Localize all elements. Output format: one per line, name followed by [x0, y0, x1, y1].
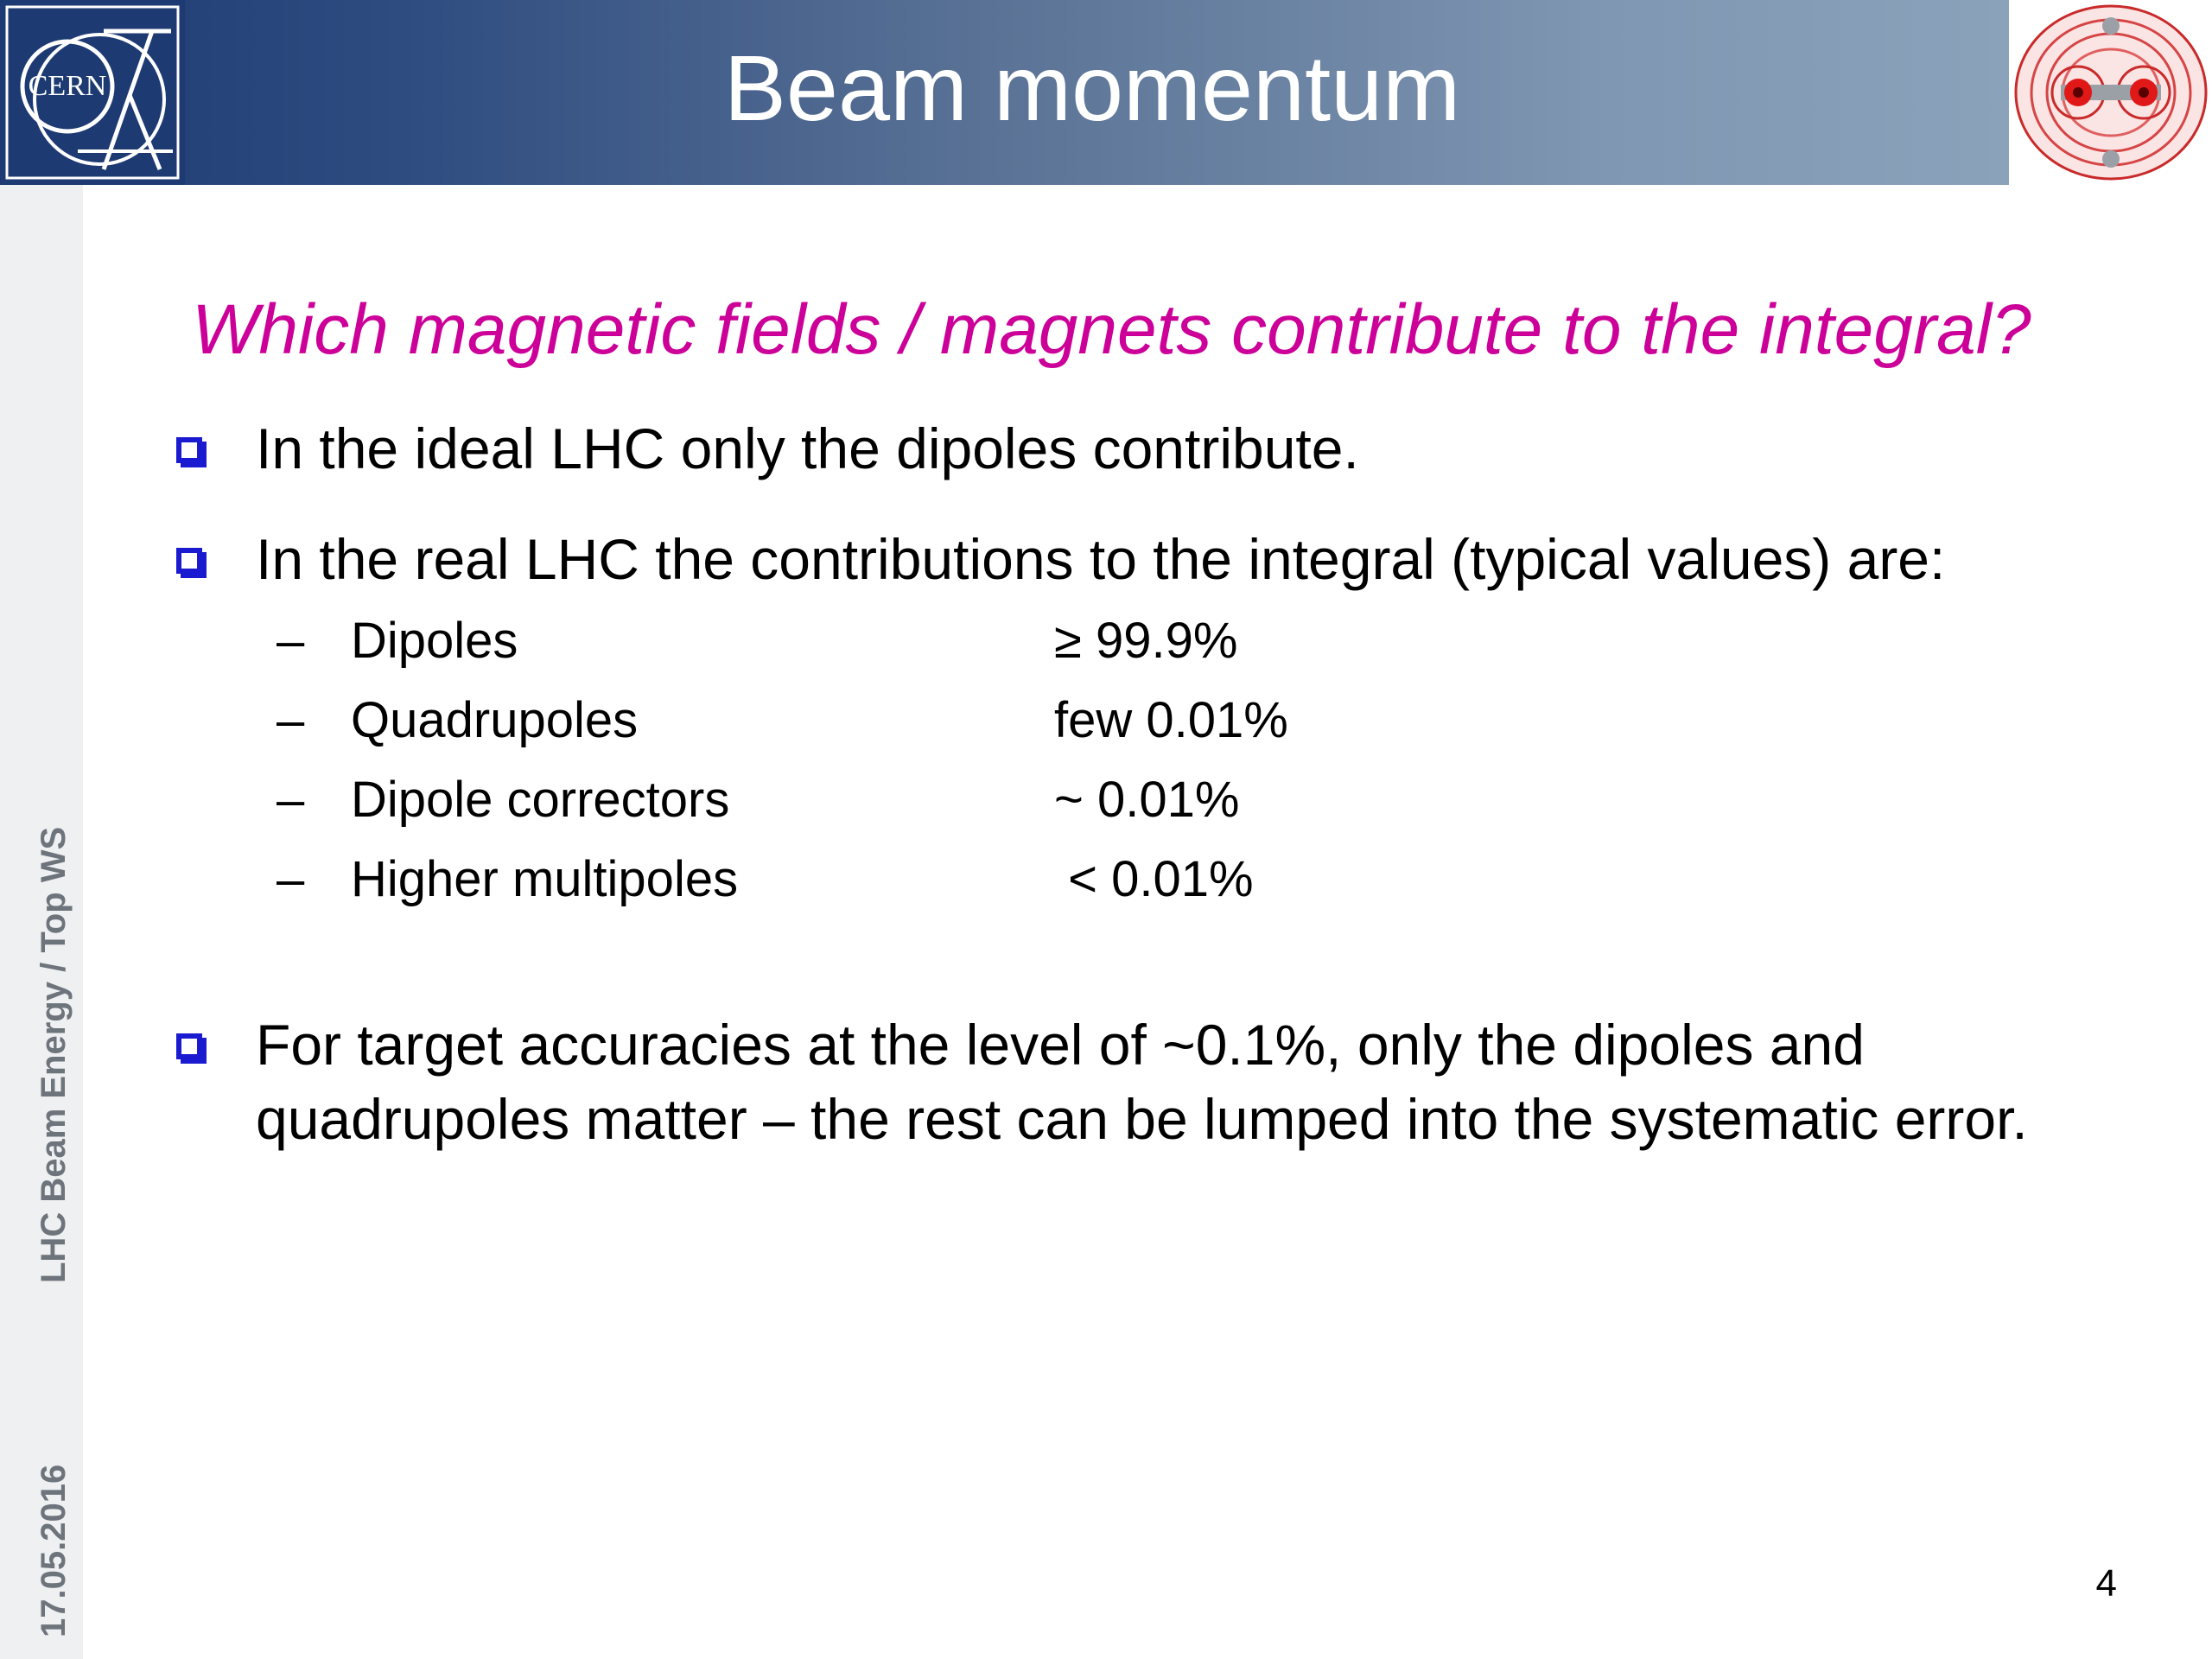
- contribution-value: ~ 0.01%: [1054, 772, 1240, 828]
- page-number: 4: [2095, 1562, 2117, 1605]
- contribution-value: few 0.01%: [1054, 692, 1288, 748]
- sidebar-footer: LHC Beam Energy / Top WS: [35, 826, 73, 1283]
- cern-logo: [0, 0, 185, 185]
- contribution-label: Higher multipoles: [351, 851, 739, 907]
- contribution-value: < 0.01%: [1054, 851, 1254, 907]
- bullet-text: For target accuracies at the level of ~0.1%, only the dipoles and quadrupoles matter – the rest can be lumped into the systematic error.: [256, 1013, 2028, 1151]
- dash-marker: –: [276, 851, 305, 907]
- cern-logo-icon: [0, 0, 185, 185]
- square-bullet-icon: [176, 437, 202, 463]
- sidebar-date: 17.05.2016: [35, 1464, 73, 1637]
- page-title: Beam momentum: [723, 35, 1461, 140]
- square-bullet-icon: [176, 548, 202, 574]
- bullet-text: In the real LHC the contributions to the integral (typical values) are:: [256, 527, 1946, 591]
- bullet-text: In the ideal LHC only the dipoles contribute.: [256, 416, 1359, 480]
- dash-marker: –: [276, 772, 305, 828]
- contribution-value: ≥ 99.9%: [1054, 613, 1238, 669]
- dash-marker: –: [276, 613, 305, 669]
- svg-text:CERN: CERN: [28, 70, 107, 102]
- square-bullet-icon: [176, 1033, 202, 1059]
- dash-marker: –: [276, 692, 305, 748]
- contribution-label: Dipole correctors: [351, 772, 730, 828]
- question-heading: Which magnetic fields / magnets contribute to the integral?: [192, 290, 2031, 369]
- contribution-label: Dipoles: [351, 613, 518, 669]
- lhc-dipole-logo: [2009, 0, 2212, 185]
- dipole-field-icon: [2009, 0, 2212, 185]
- contribution-label: Quadrupoles: [351, 692, 639, 748]
